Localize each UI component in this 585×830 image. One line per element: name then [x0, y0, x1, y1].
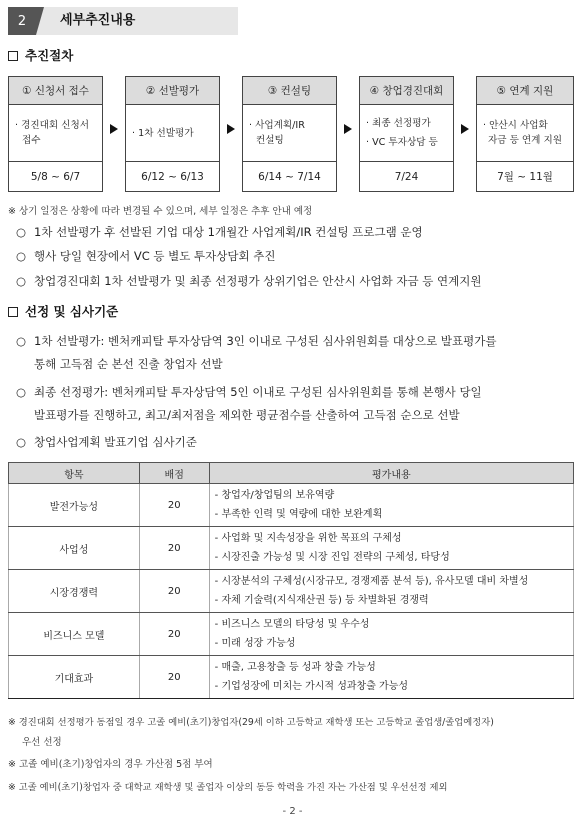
- flow-step-body: [9, 105, 102, 162]
- criteria-content: [209, 484, 573, 527]
- table-row: [9, 570, 574, 613]
- flow-step-body-line: 자금 등 연계 지원: [488, 135, 563, 146]
- table-row: [9, 484, 574, 527]
- flow-step-title: ④ 창업경진대회: [360, 77, 453, 105]
- bullet-text: 행사 당일 현장에서 VC 등 별도 투자상담회 추진: [34, 249, 276, 263]
- criteria-score: 20: [139, 570, 209, 613]
- flow-step-body: [126, 105, 219, 162]
- selection-bullet-2-cont: 발표평가를 진행하고, 최고/최저점을 제외한 평균점수를 산출하여 고득점 순으로 선발: [34, 408, 460, 422]
- criteria-item: 비즈니스 모델: [9, 613, 140, 656]
- circle-bullet-icon: ○: [16, 274, 27, 288]
- selection-bullet-2: [16, 384, 482, 400]
- bullet-text: 창업사업계획 발표기업 심사기준: [34, 435, 197, 449]
- flow-step-body-line: · 사업계획/IR: [249, 120, 305, 131]
- flow-step-body: [360, 105, 453, 162]
- arrow-right-icon: [461, 124, 469, 134]
- table-header-cell: 평가내용: [209, 463, 573, 484]
- arrow-right-icon: [110, 124, 118, 134]
- bullet-text: 1차 선발평가 후 선발된 기업 대상 1개월간 사업계획/IR 컨설팅 프로그램 운영: [34, 225, 423, 239]
- flow-step-3: [242, 76, 337, 192]
- circle-bullet-icon: ○: [16, 334, 27, 348]
- flow-step-title: ② 선발평가: [126, 77, 219, 105]
- flow-step-4: [359, 76, 454, 192]
- criteria-content-line: - 자체 기술력(지식재산권 등) 등 차별화된 경쟁력: [214, 595, 429, 606]
- square-bullet-icon: [8, 51, 18, 61]
- criteria-content-line: - 매출, 고용창출 등 성과 창출 가능성: [214, 662, 376, 673]
- criteria-content-line: - 창업자/창업팀의 보유역량: [214, 490, 335, 501]
- procedure-heading-text: 추진절차: [25, 48, 74, 63]
- page-number: - 2 -: [282, 806, 303, 817]
- flow-step-body-line: 접수: [22, 135, 41, 146]
- section-header-slant: [36, 7, 44, 35]
- criteria-content-line: - 미래 성장 가능성: [214, 638, 296, 649]
- footnote-1: ※ 경진대회 선정평가 동점일 경우 고졸 예비(초기)창업자(29세 이하 고등학교 재학생 또는 고등학교 졸업생/졸업예정자): [8, 717, 494, 728]
- arrow-right-icon: [227, 124, 235, 134]
- criteria-content-line: - 사업화 및 지속성장을 위한 목표의 구체성: [214, 533, 402, 544]
- circle-bullet-icon: ○: [16, 249, 27, 263]
- criteria-content: [209, 613, 573, 656]
- footnote-1-cont: 우선 선정: [22, 737, 62, 748]
- criteria-content-line: - 시장진출 가능성 및 시장 진입 전략의 구체성, 타당성: [214, 552, 450, 563]
- flow-step-date: 6/14 ~ 7/14: [258, 170, 321, 183]
- criteria-content-line: - 기업성장에 미치는 가시적 성과창출 가능성: [214, 681, 409, 692]
- criteria-content: [209, 527, 573, 570]
- flow-step-date: 7월 ~ 11월: [497, 171, 553, 183]
- criteria-content-line: - 비즈니스 모델의 타당성 및 우수성: [214, 619, 370, 630]
- flow-step-body-line: · 최종 선정평가: [366, 118, 431, 129]
- table-row: [9, 613, 574, 656]
- section-header: [8, 7, 238, 35]
- criteria-item: 발전가능성: [9, 484, 140, 527]
- procedure-bullet-2: [16, 248, 275, 264]
- bullet-text: 창업경진대회 1차 선발평가 및 최종 선정평가 상위기업은 안산시 사업화 자금 등 연계지원: [34, 274, 482, 288]
- table-row: [9, 656, 574, 699]
- selection-bullet-1: [16, 333, 496, 349]
- table-header-cell: 항목: [9, 463, 140, 484]
- table-row: [9, 527, 574, 570]
- criteria-item: 기대효과: [9, 656, 140, 699]
- criteria-score: 20: [139, 527, 209, 570]
- flow-step-2: [125, 76, 220, 192]
- flow-step-body-line: · 경진대회 신청서: [15, 120, 90, 131]
- arrow-right-icon: [344, 124, 352, 134]
- circle-bullet-icon: ○: [16, 435, 27, 449]
- flow-step-body: [477, 105, 573, 162]
- section-number: 2: [8, 7, 36, 35]
- procedure-bullet-1: [16, 224, 423, 240]
- footnote-2: ※ 고졸 예비(초기)창업자의 경우 가산점 5점 부여: [8, 759, 213, 770]
- circle-bullet-icon: ○: [16, 385, 27, 399]
- flow-step-body-line: · 1차 선발평가: [132, 127, 194, 139]
- selection-heading-text: 선정 및 심사기준: [25, 304, 119, 319]
- bullet-text: 최종 선정평가: 벤처캐피탈 투자상담역 5인 이내로 구성된 심사위원회를 통해 본행사 당일: [34, 385, 482, 399]
- criteria-score: 20: [139, 656, 209, 699]
- criteria-score: 20: [139, 484, 209, 527]
- flow-step-1: [8, 76, 103, 192]
- flow-step-body-line: · VC 투자상담 등: [366, 137, 438, 148]
- flow-step-date: 7/24: [394, 170, 419, 183]
- footnote-3: ※ 고졸 예비(초기)창업자 중 대학교 재학생 및 졸업자 이상의 동등 학력을 가진 자는 가산점 및 우선선정 제외: [8, 782, 448, 793]
- criteria-table: [8, 462, 574, 699]
- schedule-note: ※ 상기 일정은 상황에 따라 변경될 수 있으며, 세부 일정은 추후 안내 예정: [8, 206, 313, 217]
- criteria-score: 20: [139, 613, 209, 656]
- selection-heading: [8, 302, 118, 320]
- criteria-item: 시장경쟁력: [9, 570, 140, 613]
- criteria-content: [209, 570, 573, 613]
- flow-step-body-line: · 안산시 사업화: [483, 120, 548, 131]
- criteria-content-line: - 부족한 인력 및 역량에 대한 보완계획: [214, 509, 383, 520]
- flow-step-title: ① 신청서 접수: [9, 77, 102, 105]
- flow-step-date: 6/12 ~ 6/13: [141, 170, 204, 183]
- criteria-content: [209, 656, 573, 699]
- flow-step-body-line: 컨설팅: [256, 135, 284, 146]
- process-flow: [8, 76, 574, 196]
- flow-step-date: 5/8 ~ 6/7: [30, 170, 81, 183]
- flow-step-body: [243, 105, 336, 162]
- table-header-row: [9, 463, 574, 484]
- table-header-cell: 배점: [139, 463, 209, 484]
- selection-bullet-3: [16, 434, 197, 450]
- criteria-item: 사업성: [9, 527, 140, 570]
- procedure-heading: [8, 46, 73, 64]
- circle-bullet-icon: ○: [16, 225, 27, 239]
- flow-step-title: ⑤ 연계 지원: [477, 77, 573, 105]
- square-bullet-icon: [8, 307, 18, 317]
- flow-step-title: ③ 컨설팅: [243, 77, 336, 105]
- bullet-text: 1차 선발평가: 벤처캐피탈 투자상담역 3인 이내로 구성된 심사위원회를 대상으로 발표평가를: [34, 334, 497, 348]
- procedure-bullet-3: [16, 273, 481, 289]
- criteria-content-line: - 시장분석의 구체성(시장규모, 경쟁제품 분석 등), 유사모델 대비 차별성: [214, 576, 529, 587]
- selection-bullet-1-cont: 통해 고득점 순 본선 진출 창업자 선발: [34, 357, 223, 371]
- flow-step-5: [476, 76, 574, 192]
- section-title: 세부추진내용: [60, 13, 136, 28]
